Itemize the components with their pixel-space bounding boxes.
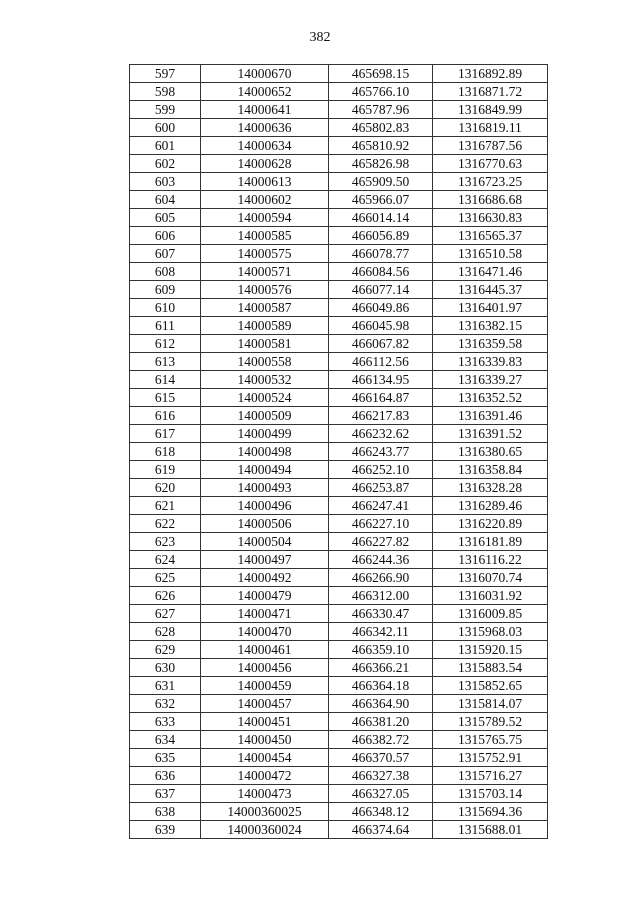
point-id-cell: 14000472 — [201, 767, 329, 785]
point-number-cell: 633 — [130, 713, 201, 731]
point-id-cell: 14000499 — [201, 425, 329, 443]
y-coordinate-cell: 1316070.74 — [433, 569, 548, 587]
x-coordinate-cell: 466244.36 — [329, 551, 433, 569]
x-coordinate-cell: 466243.77 — [329, 443, 433, 461]
point-number-cell: 639 — [130, 821, 201, 839]
x-coordinate-cell: 465698.15 — [329, 65, 433, 83]
point-number-cell: 603 — [130, 173, 201, 191]
point-number-cell: 610 — [130, 299, 201, 317]
x-coordinate-cell: 466366.21 — [329, 659, 433, 677]
point-id-cell: 14000454 — [201, 749, 329, 767]
point-number-cell: 621 — [130, 497, 201, 515]
point-number-cell: 597 — [130, 65, 201, 83]
x-coordinate-cell: 466330.47 — [329, 605, 433, 623]
x-coordinate-cell: 466217.83 — [329, 407, 433, 425]
x-coordinate-cell: 466381.20 — [329, 713, 433, 731]
x-coordinate-cell: 465966.07 — [329, 191, 433, 209]
table-row — [130, 785, 548, 803]
x-coordinate-cell: 466049.86 — [329, 299, 433, 317]
y-coordinate-cell: 1315883.54 — [433, 659, 548, 677]
y-coordinate-cell: 1315814.07 — [433, 695, 548, 713]
x-coordinate-cell: 465802.83 — [329, 119, 433, 137]
point-id-cell: 14000509 — [201, 407, 329, 425]
x-coordinate-cell: 466253.87 — [329, 479, 433, 497]
y-coordinate-cell: 1315765.75 — [433, 731, 548, 749]
y-coordinate-cell: 1316871.72 — [433, 83, 548, 101]
point-id-cell: 14000470 — [201, 623, 329, 641]
point-number-cell: 627 — [130, 605, 201, 623]
point-id-cell: 14000589 — [201, 317, 329, 335]
y-coordinate-cell: 1315716.27 — [433, 767, 548, 785]
x-coordinate-cell: 466227.82 — [329, 533, 433, 551]
point-id-cell: 14000613 — [201, 173, 329, 191]
table-row — [130, 209, 548, 227]
point-number-cell: 601 — [130, 137, 201, 155]
x-coordinate-cell: 465826.98 — [329, 155, 433, 173]
point-id-cell: 14000585 — [201, 227, 329, 245]
point-number-cell: 623 — [130, 533, 201, 551]
table-row — [130, 623, 548, 641]
point-id-cell: 14000360025 — [201, 803, 329, 821]
table-row — [130, 425, 548, 443]
point-number-cell: 600 — [130, 119, 201, 137]
x-coordinate-cell: 466227.10 — [329, 515, 433, 533]
point-id-cell: 14000636 — [201, 119, 329, 137]
x-coordinate-cell: 465909.50 — [329, 173, 433, 191]
table-body — [130, 65, 548, 839]
y-coordinate-cell: 1316009.85 — [433, 605, 548, 623]
table-row — [130, 713, 548, 731]
point-id-cell: 14000581 — [201, 335, 329, 353]
point-id-cell: 14000496 — [201, 497, 329, 515]
point-id-cell: 14000602 — [201, 191, 329, 209]
x-coordinate-cell: 466045.98 — [329, 317, 433, 335]
y-coordinate-cell: 1315694.36 — [433, 803, 548, 821]
x-coordinate-cell: 465787.96 — [329, 101, 433, 119]
point-number-cell: 624 — [130, 551, 201, 569]
point-id-cell: 14000532 — [201, 371, 329, 389]
table-row — [130, 551, 548, 569]
table-row — [130, 389, 548, 407]
point-id-cell: 14000524 — [201, 389, 329, 407]
point-id-cell: 14000504 — [201, 533, 329, 551]
table-row — [130, 137, 548, 155]
table-row — [130, 245, 548, 263]
y-coordinate-cell: 1316565.37 — [433, 227, 548, 245]
table-row — [130, 353, 548, 371]
point-id-cell: 14000456 — [201, 659, 329, 677]
y-coordinate-cell: 1315688.01 — [433, 821, 548, 839]
point-number-cell: 631 — [130, 677, 201, 695]
point-id-cell: 14000479 — [201, 587, 329, 605]
table-row — [130, 173, 548, 191]
point-id-cell: 14000493 — [201, 479, 329, 497]
x-coordinate-cell: 466077.14 — [329, 281, 433, 299]
point-number-cell: 606 — [130, 227, 201, 245]
point-id-cell: 14000498 — [201, 443, 329, 461]
point-id-cell: 14000492 — [201, 569, 329, 587]
point-number-cell: 611 — [130, 317, 201, 335]
table-row — [130, 263, 548, 281]
point-number-cell: 638 — [130, 803, 201, 821]
point-id-cell: 14000360024 — [201, 821, 329, 839]
x-coordinate-cell: 466247.41 — [329, 497, 433, 515]
y-coordinate-cell: 1316445.37 — [433, 281, 548, 299]
point-number-cell: 605 — [130, 209, 201, 227]
y-coordinate-cell: 1316116.22 — [433, 551, 548, 569]
point-id-cell: 14000451 — [201, 713, 329, 731]
table-row — [130, 443, 548, 461]
y-coordinate-cell: 1316358.84 — [433, 461, 548, 479]
table-row — [130, 695, 548, 713]
y-coordinate-cell: 1316289.46 — [433, 497, 548, 515]
x-coordinate-cell: 466134.95 — [329, 371, 433, 389]
point-number-cell: 607 — [130, 245, 201, 263]
table-row — [130, 191, 548, 209]
table-row — [130, 407, 548, 425]
point-id-cell: 14000450 — [201, 731, 329, 749]
table-row — [130, 533, 548, 551]
table-row — [130, 587, 548, 605]
y-coordinate-cell: 1316510.58 — [433, 245, 548, 263]
point-number-cell: 628 — [130, 623, 201, 641]
point-id-cell: 14000473 — [201, 785, 329, 803]
y-coordinate-cell: 1316181.89 — [433, 533, 548, 551]
point-id-cell: 14000558 — [201, 353, 329, 371]
table-row — [130, 227, 548, 245]
x-coordinate-cell: 466266.90 — [329, 569, 433, 587]
table-row — [130, 659, 548, 677]
point-number-cell: 612 — [130, 335, 201, 353]
x-coordinate-cell: 466364.90 — [329, 695, 433, 713]
point-id-cell: 14000587 — [201, 299, 329, 317]
y-coordinate-cell: 1316471.46 — [433, 263, 548, 281]
point-id-cell: 14000628 — [201, 155, 329, 173]
point-id-cell: 14000641 — [201, 101, 329, 119]
y-coordinate-cell: 1315789.52 — [433, 713, 548, 731]
table-row — [130, 155, 548, 173]
y-coordinate-cell: 1316686.68 — [433, 191, 548, 209]
x-coordinate-cell: 466342.11 — [329, 623, 433, 641]
table-row — [130, 371, 548, 389]
point-number-cell: 608 — [130, 263, 201, 281]
point-id-cell: 14000461 — [201, 641, 329, 659]
y-coordinate-cell: 1316787.56 — [433, 137, 548, 155]
y-coordinate-cell: 1316359.58 — [433, 335, 548, 353]
point-number-cell: 616 — [130, 407, 201, 425]
table-row — [130, 515, 548, 533]
y-coordinate-cell: 1316723.25 — [433, 173, 548, 191]
x-coordinate-cell: 466112.56 — [329, 353, 433, 371]
table-row — [130, 731, 548, 749]
point-id-cell: 14000571 — [201, 263, 329, 281]
y-coordinate-cell: 1316382.15 — [433, 317, 548, 335]
point-id-cell: 14000506 — [201, 515, 329, 533]
x-coordinate-cell: 466312.00 — [329, 587, 433, 605]
y-coordinate-cell: 1315920.15 — [433, 641, 548, 659]
x-coordinate-cell: 466078.77 — [329, 245, 433, 263]
point-id-cell: 14000471 — [201, 605, 329, 623]
y-coordinate-cell: 1315703.14 — [433, 785, 548, 803]
x-coordinate-cell: 466067.82 — [329, 335, 433, 353]
coordinates-table — [129, 64, 548, 839]
point-number-cell: 598 — [130, 83, 201, 101]
table-row — [130, 479, 548, 497]
page-number: 382 — [309, 30, 331, 45]
point-number-cell: 614 — [130, 371, 201, 389]
y-coordinate-cell: 1316849.99 — [433, 101, 548, 119]
x-coordinate-cell: 466084.56 — [329, 263, 433, 281]
x-coordinate-cell: 466348.12 — [329, 803, 433, 821]
table-row — [130, 605, 548, 623]
point-number-cell: 637 — [130, 785, 201, 803]
point-number-cell: 615 — [130, 389, 201, 407]
x-coordinate-cell: 465766.10 — [329, 83, 433, 101]
table-row — [130, 767, 548, 785]
y-coordinate-cell: 1316380.65 — [433, 443, 548, 461]
table-row — [130, 821, 548, 839]
point-number-cell: 609 — [130, 281, 201, 299]
x-coordinate-cell: 465810.92 — [329, 137, 433, 155]
x-coordinate-cell: 466232.62 — [329, 425, 433, 443]
point-number-cell: 619 — [130, 461, 201, 479]
y-coordinate-cell: 1316401.97 — [433, 299, 548, 317]
y-coordinate-cell: 1315968.03 — [433, 623, 548, 641]
point-id-cell: 14000634 — [201, 137, 329, 155]
point-number-cell: 617 — [130, 425, 201, 443]
x-coordinate-cell: 466056.89 — [329, 227, 433, 245]
y-coordinate-cell: 1315752.91 — [433, 749, 548, 767]
table-row — [130, 569, 548, 587]
table-row — [130, 803, 548, 821]
y-coordinate-cell: 1316339.83 — [433, 353, 548, 371]
point-number-cell: 613 — [130, 353, 201, 371]
table-row — [130, 101, 548, 119]
table-row — [130, 317, 548, 335]
point-number-cell: 620 — [130, 479, 201, 497]
x-coordinate-cell: 466252.10 — [329, 461, 433, 479]
point-number-cell: 629 — [130, 641, 201, 659]
point-number-cell: 634 — [130, 731, 201, 749]
y-coordinate-cell: 1316391.46 — [433, 407, 548, 425]
table-row — [130, 749, 548, 767]
point-id-cell: 14000576 — [201, 281, 329, 299]
x-coordinate-cell: 466374.64 — [329, 821, 433, 839]
table-row — [130, 65, 548, 83]
point-number-cell: 630 — [130, 659, 201, 677]
y-coordinate-cell: 1316220.89 — [433, 515, 548, 533]
y-coordinate-cell: 1316328.28 — [433, 479, 548, 497]
table-row — [130, 299, 548, 317]
point-number-cell: 618 — [130, 443, 201, 461]
table-row — [130, 281, 548, 299]
y-coordinate-cell: 1316819.11 — [433, 119, 548, 137]
point-number-cell: 622 — [130, 515, 201, 533]
table-row — [130, 677, 548, 695]
point-number-cell: 602 — [130, 155, 201, 173]
point-id-cell: 14000497 — [201, 551, 329, 569]
x-coordinate-cell: 466327.38 — [329, 767, 433, 785]
y-coordinate-cell: 1316339.27 — [433, 371, 548, 389]
y-coordinate-cell: 1315852.65 — [433, 677, 548, 695]
y-coordinate-cell: 1316391.52 — [433, 425, 548, 443]
point-number-cell: 625 — [130, 569, 201, 587]
table-row — [130, 83, 548, 101]
x-coordinate-cell: 466370.57 — [329, 749, 433, 767]
point-number-cell: 604 — [130, 191, 201, 209]
point-id-cell: 14000457 — [201, 695, 329, 713]
point-id-cell: 14000494 — [201, 461, 329, 479]
point-id-cell: 14000575 — [201, 245, 329, 263]
y-coordinate-cell: 1316352.52 — [433, 389, 548, 407]
point-id-cell: 14000670 — [201, 65, 329, 83]
x-coordinate-cell: 466327.05 — [329, 785, 433, 803]
point-id-cell: 14000459 — [201, 677, 329, 695]
point-number-cell: 635 — [130, 749, 201, 767]
table-row — [130, 497, 548, 515]
point-id-cell: 14000652 — [201, 83, 329, 101]
x-coordinate-cell: 466364.18 — [329, 677, 433, 695]
table-row — [130, 335, 548, 353]
point-number-cell: 632 — [130, 695, 201, 713]
y-coordinate-cell: 1316770.63 — [433, 155, 548, 173]
y-coordinate-cell: 1316892.89 — [433, 65, 548, 83]
point-number-cell: 626 — [130, 587, 201, 605]
point-id-cell: 14000594 — [201, 209, 329, 227]
x-coordinate-cell: 466359.10 — [329, 641, 433, 659]
point-number-cell: 599 — [130, 101, 201, 119]
table-row — [130, 641, 548, 659]
x-coordinate-cell: 466164.87 — [329, 389, 433, 407]
x-coordinate-cell: 466014.14 — [329, 209, 433, 227]
x-coordinate-cell: 466382.72 — [329, 731, 433, 749]
y-coordinate-cell: 1316630.83 — [433, 209, 548, 227]
y-coordinate-cell: 1316031.92 — [433, 587, 548, 605]
table-row — [130, 461, 548, 479]
point-number-cell: 636 — [130, 767, 201, 785]
table-row — [130, 119, 548, 137]
